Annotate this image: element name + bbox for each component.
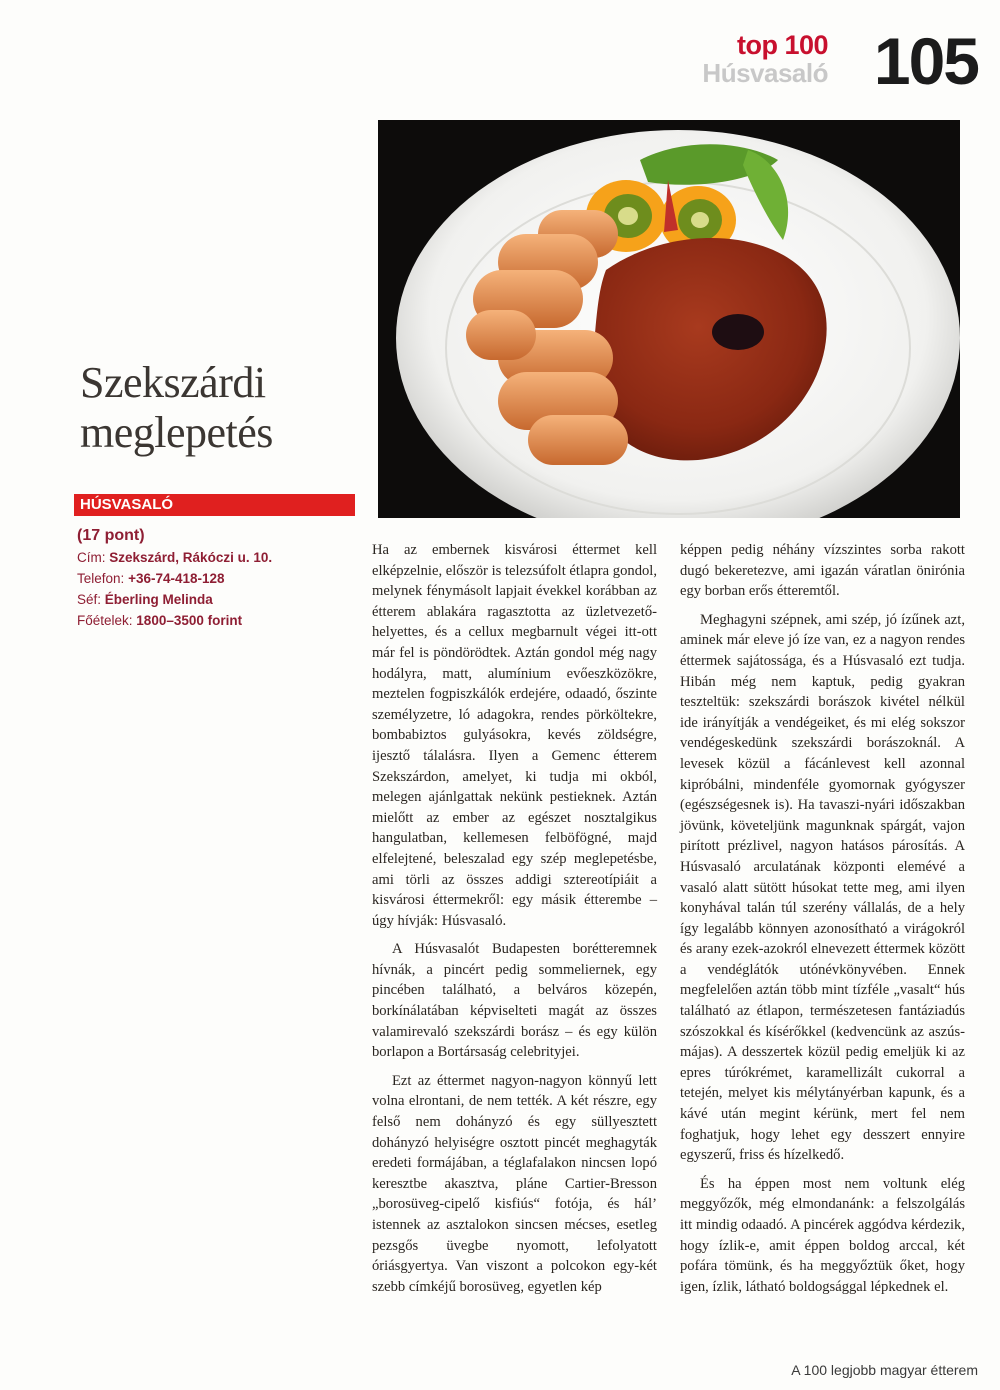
restaurant-tag-bar bbox=[74, 494, 355, 516]
info-value: +36-74-418-128 bbox=[128, 571, 225, 586]
info-value: 1800–3500 forint bbox=[136, 613, 243, 628]
title-line-2: meglepetés bbox=[80, 408, 273, 457]
info-label: Főételek: bbox=[77, 613, 133, 628]
info-label: Séf: bbox=[77, 592, 102, 607]
paragraph: A Húsvasalót Budapesten borétteremnek hívnák, a pincért pedig sommeliernek, egy pincében található, a belváros közepén, borkínálatában képviselteti magát az összes valamirevaló szekszárdi borász – és egy külön borlapon a Bortársaság celebrityjei. bbox=[372, 941, 657, 1061]
restaurant-tag: HÚSVASALÓ bbox=[80, 496, 174, 513]
paragraph: Meghagyni szépnek, ami szép, jó ízűnek azt, aminek már eleve jó íze van, ez a nagyon rendes éttermek sajátossága, és a Húsvasaló ezt tudja. Hibán még nem kaptuk, pedig gyakran teszteltük: szekszárdi borászok kivétel nélkül ide irányítják a vendégeiket, és mi elég sokszor vendégeskedünk szekszárdi borászoknál. A levesek közül a fácánlevest kell azonnal kipróbálni, mindenféle gyomornak gyógyszer (egészségesnek is). Ha tavaszi-nyári időszakban jövünk, követeljünk magunknak spárgát, vajon pirított prézlivel, nagyon hatásos párosítás. A Húsvasaló arculatának központi elemévé a vasaló alatt sütött húsokat tette meg, ami ilyen konyhával talán túl szerény vállalás, de a hely így legalább könnyen azonosítható a virágokról és arany ezek-azokról elnevezett éttermek között a vendéglátók utónévkönyvében. Ennek megfelelően aztán több mint tízféle „vasalt“ hús található az étlapon, természetesen fantáziadús szószokkal és kísérőkkel (kedvencünk az aszús-májas). A desszertek közül pedig emeljük ki az epres túrókrémet, karamellizált cukorral a tetején, melyet kis mélytányérban kapunk, és a kávé után megint kérünk, mert fel nem foghatjuk, hogy lehet egy desszert ennyire egyszerű, friss és hízelkedő. bbox=[680, 611, 965, 1164]
paragraph: képpen pedig néhány vízszintes sorba rakott dugó bekeretezve, ami igazán váratlan önirónia egy borban erős étteremtől. bbox=[680, 542, 965, 600]
page-header bbox=[578, 24, 978, 98]
restaurant-info bbox=[77, 525, 357, 631]
paragraph: És ha éppen most nem voltunk elég meggyőzők, még elmondanánk: a felszolgálás itt mindig odaadó. A pincérek aggódva kérdezik, hogy ízlik-e, amit éppen boldog arccal, két pofára tömünk, és ha meggyőztük őket, hogy igen, ízlik, látható boldogsággal lépkednek el. bbox=[680, 1175, 965, 1295]
category-label: Húsvasaló bbox=[702, 58, 828, 88]
page-footer: A 100 legjobb magyar étterem bbox=[791, 1362, 978, 1378]
info-label: Telefon: bbox=[77, 571, 125, 586]
info-value: Éberling Melinda bbox=[104, 592, 213, 607]
body-column-2 bbox=[680, 540, 965, 1297]
points-rating: (17 pont) bbox=[77, 527, 145, 544]
top-100-label: top 100 bbox=[736, 30, 828, 60]
paragraph: Ezt az éttermet nagyon-nagyon könnyű lett volna elrontani, de nem tették. A két részre, egy felső nem dohányzó és egy süllyesztett dohányzó helyiségre osztott pincét meghagyták eredeti formájában, a téglafalakon nincsen lopó keresztbe akasztva, pláne Cartier-Bresson „borosüveg-cipelő kisfiús“ fotója, és hál’ istennek az asztalokon sincsen mécses, esetleg pezsgős üvegbe nyomott, lefolyatott óriásgyertya. Van viszont a polcokon egy-két szebb címkéjű borosüveg, egyetlen kép bbox=[372, 1072, 657, 1295]
info-label: Cím: bbox=[77, 550, 106, 565]
plated-dish-image bbox=[378, 120, 960, 518]
info-value: Szekszárd, Rákóczi u. 10. bbox=[109, 550, 273, 565]
info-address bbox=[77, 547, 357, 568]
info-chef bbox=[77, 589, 357, 610]
info-phone bbox=[77, 568, 357, 589]
title-line-1: Szekszárdi bbox=[80, 358, 266, 407]
paragraph: Ha az embernek kisvárosi éttermet kell elképzelnie, először is telezsúfolt étlapra gondol, melynek fénymásolt lapjait évekkel korábban az étterem ablakára ragasztotta az üzletvezető-helyettes, és a cellux megbarnult végei itt-ott már fel is pöndörödtek. Aztán gondol még nagy hodályra, matt, alumínium evőeszközökre, meztelen fogpiszkálók erdejére, odaadó, őszinte személyzetre, ló adagokra, rendes pörköltekre, bombabiztos gulyásokra, kevés zöldségre, ijesztő tálalásra. Ilyen a Gemenc étterem Szekszárdon, amelyet, ki tudja mi okból, melegen ajánlgattak nekünk pestieknek. Aztán mielőtt az ember az egészet nosztalgikus hangulatban, kellemesen felböfögné, majd elfelejtené, beleszalad egy szép meglepetésbe, ami törli az összes addigi sztereotípiáit a kisvárosi éttermekről: egy másik étterembe – úgy hívják: Húsvasaló. bbox=[372, 542, 657, 929]
dish-photo bbox=[378, 120, 960, 518]
article-title bbox=[80, 358, 360, 458]
page-number: 105 bbox=[873, 24, 978, 98]
body-column-1 bbox=[372, 540, 657, 1297]
info-price bbox=[77, 610, 357, 631]
